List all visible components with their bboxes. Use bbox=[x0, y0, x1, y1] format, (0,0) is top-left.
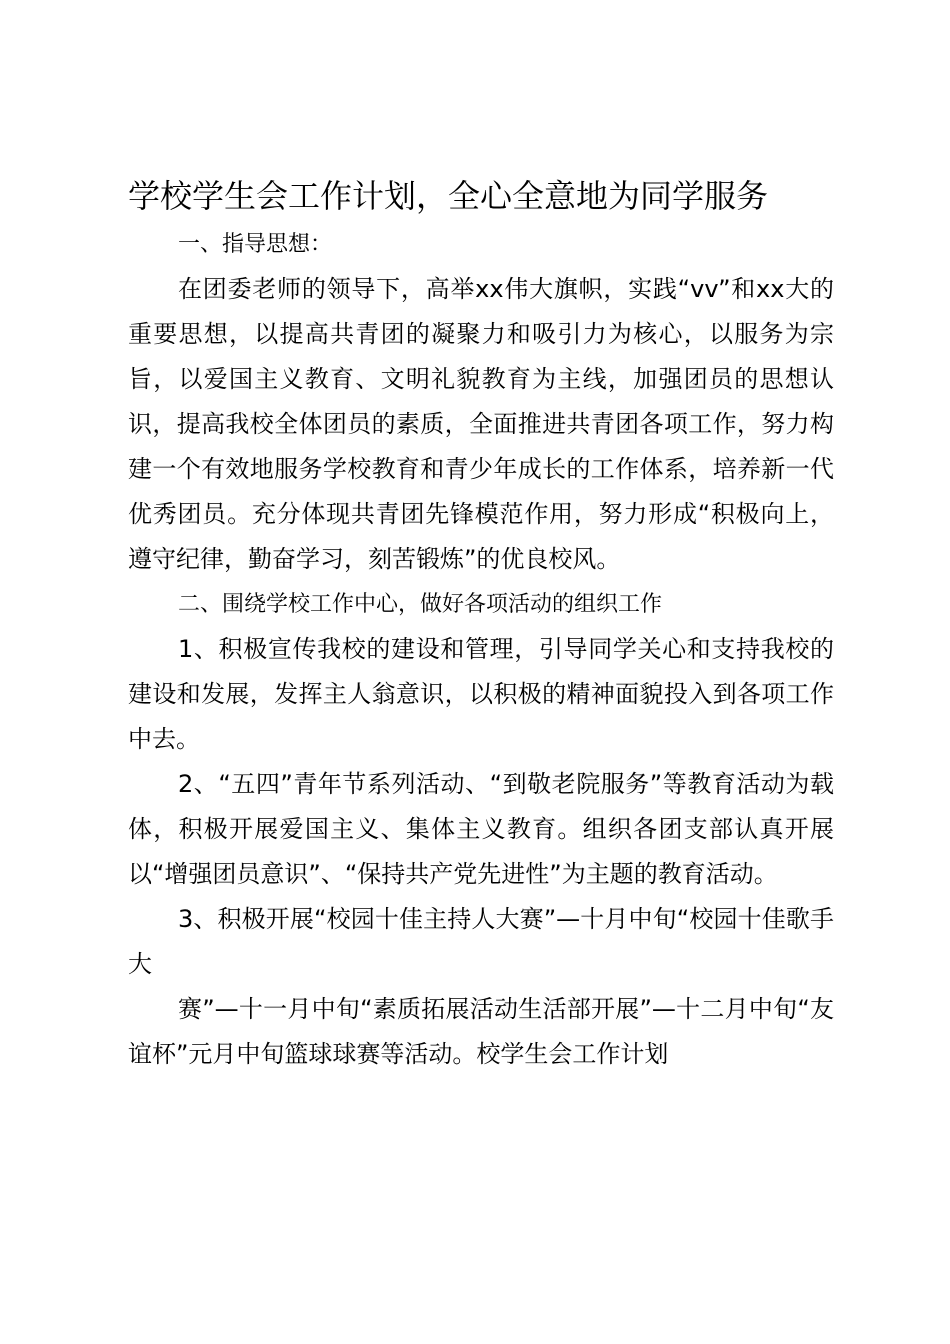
document-body bbox=[128, 222, 834, 1077]
paragraph-item-1: 1、积极宣传我校的建设和管理，引导同学关心和支持我校的建设和发展，发挥主人翁意识，以积极的精神面貌投入到各项工作中去。 bbox=[128, 635, 834, 753]
paragraph-item-3-continued: 赛”—十一月中旬“素质拓展活动生活部开展”—十二月中旬“友谊杯”元月中旬篮球球赛等活动。校学生会工作计划 bbox=[128, 995, 834, 1068]
paragraph-item-3: 3、积极开展“校园十佳主持人大赛”—十月中旬“校园十佳歌手大 bbox=[128, 905, 834, 978]
section-heading-activities: 二、围绕学校工作中心，做好各项活动的组织工作 bbox=[178, 592, 663, 617]
paragraph-guiding-ideology: 在团委老师的领导下，高举xx伟大旗帜，实践“vv”和xx大的重要思想，以提高共青团的凝聚力和吸引力为核心，以服务为宗旨，以爱国主义教育、文明礼貌教育为主线，加强团员的思想认识，提高我校全体团员的素质，全面推进共青团各项工作，努力构建一个有效地服务学校教育和青少年成长的工作体系，培养新一代优秀团员。充分体现共青团先锋模范作用，努力形成“积极向上，遵守纪律，勤奋学习，刻苦锻炼”的优良校风。 bbox=[128, 275, 834, 573]
document-title: 学校学生会工作计划，全心全意地为同学服务 bbox=[128, 177, 769, 215]
section-heading-guiding-ideology: 一、指导思想： bbox=[178, 232, 333, 257]
paragraph-item-2: 2、“五四”青年节系列活动、“到敬老院服务”等教育活动为载体，积极开展爱国主义、集体主义教育。组织各团支部认真开展以“增强团员意识”、“保持共产党先进性”为主题的教育活动。 bbox=[128, 770, 834, 888]
